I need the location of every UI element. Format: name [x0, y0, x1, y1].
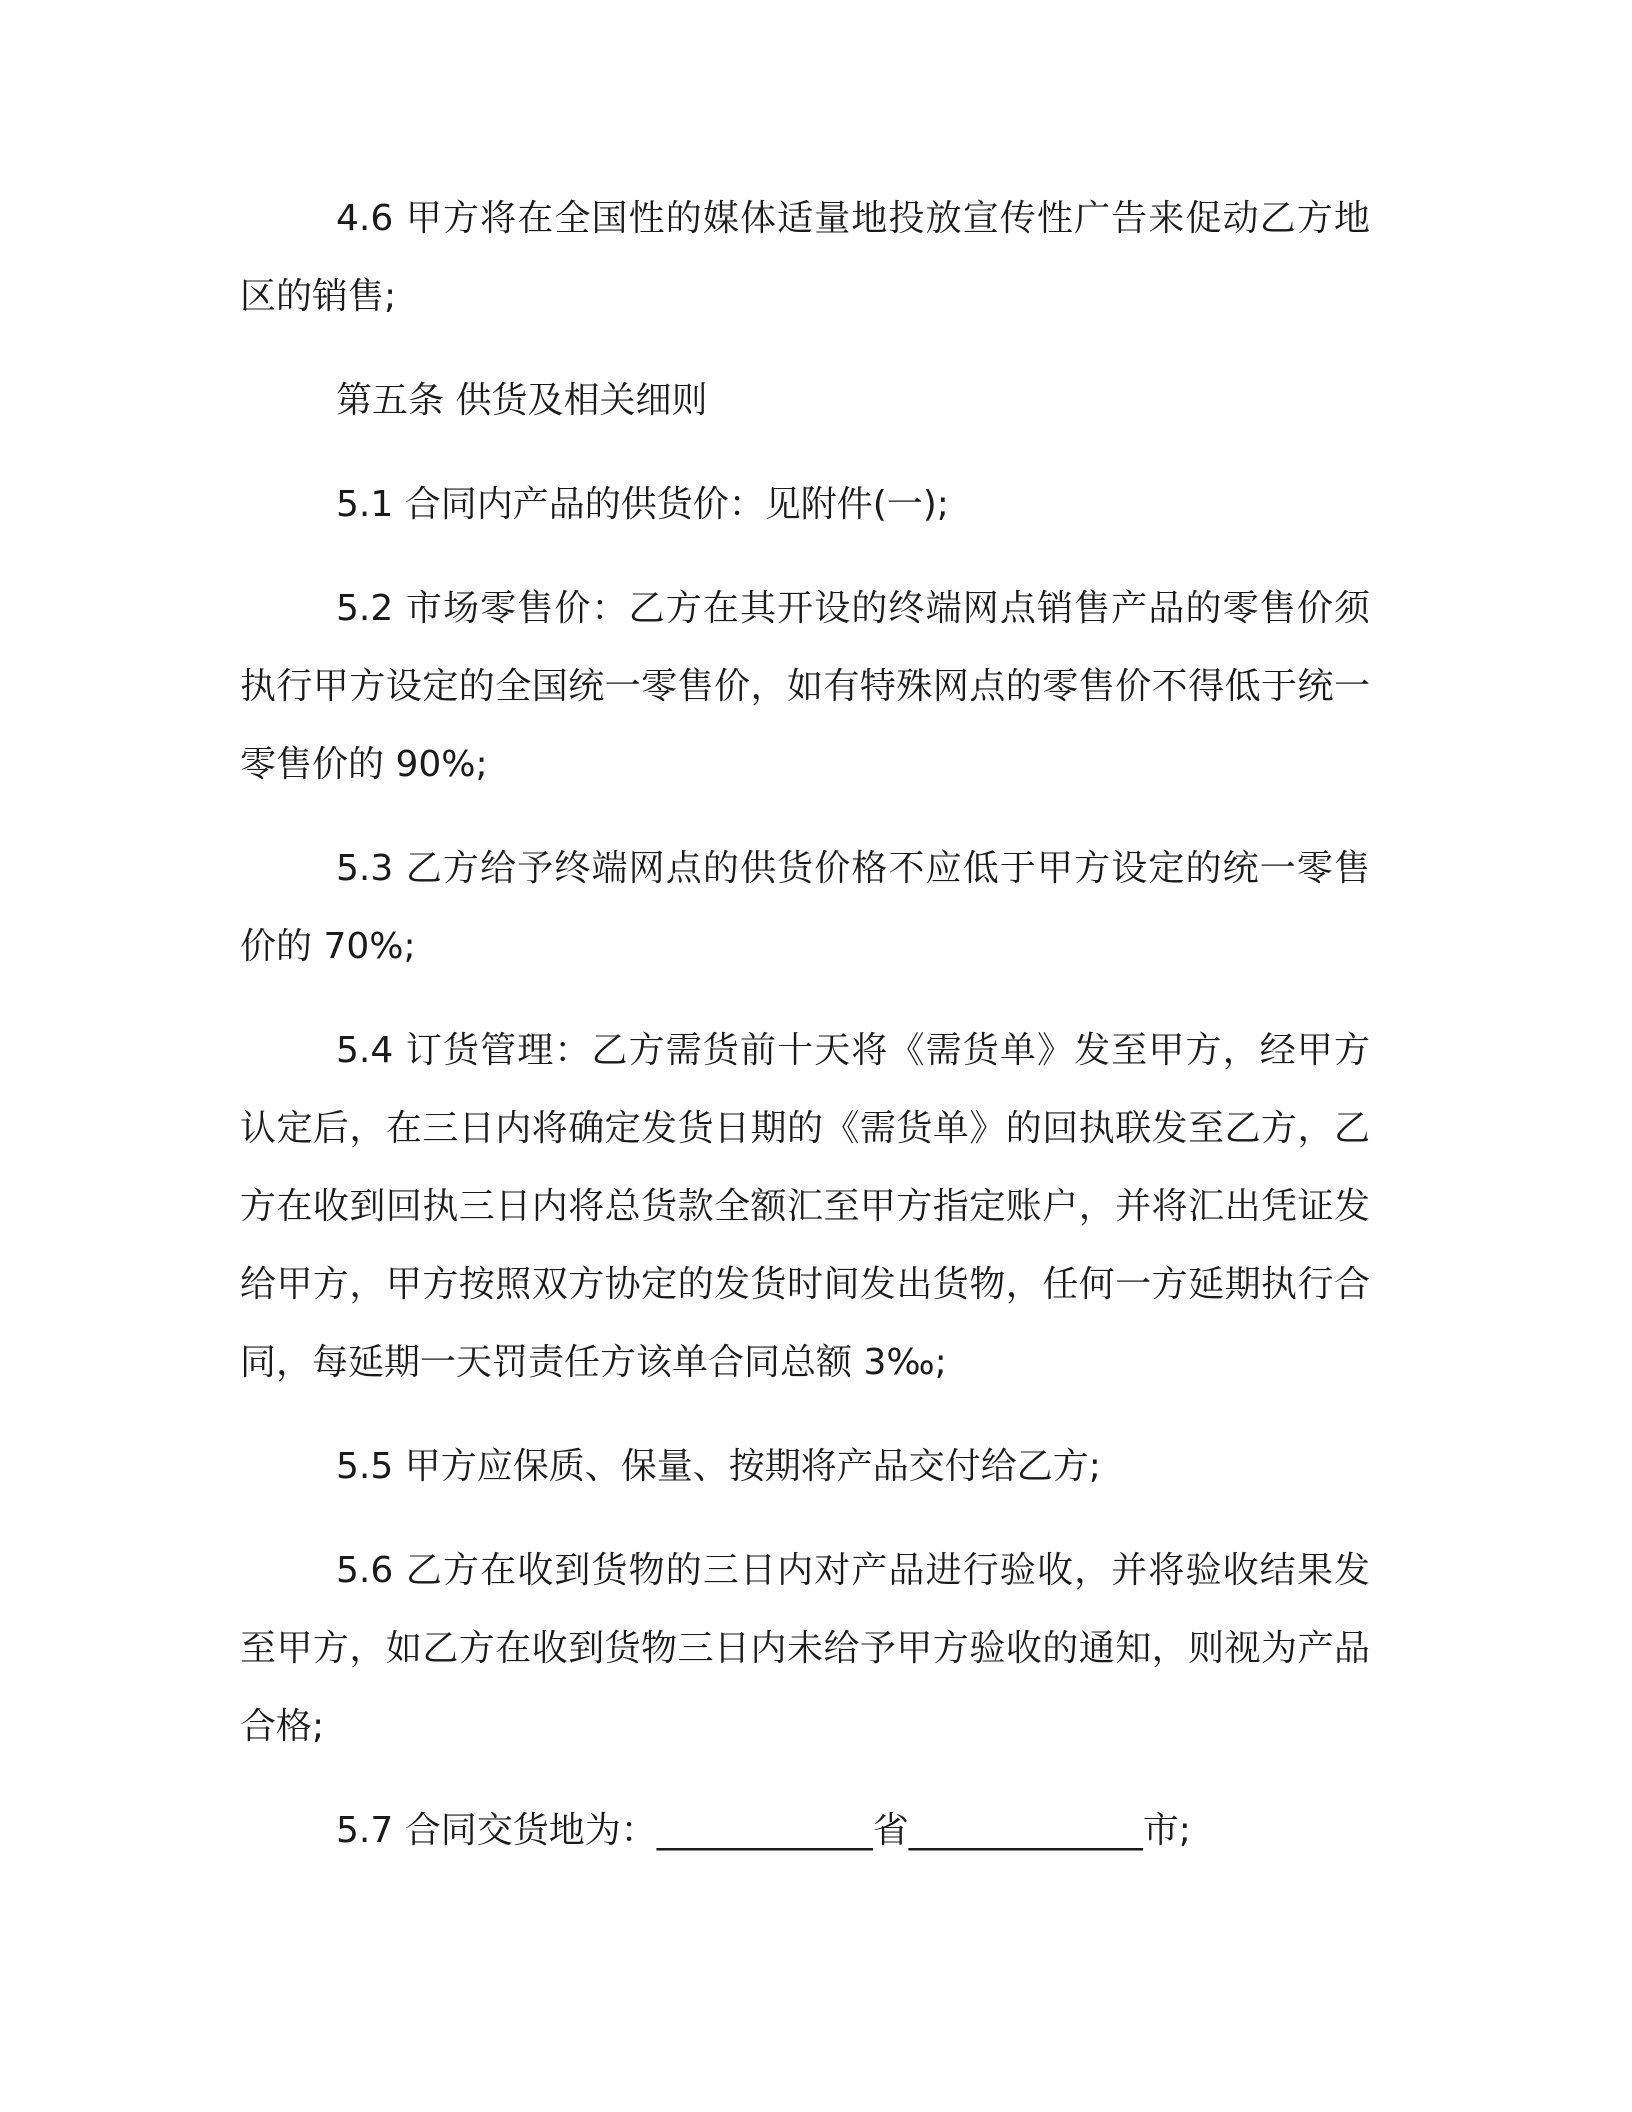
clause-5-5: 5.5 甲方应保质、保量、按期将产品交付给乙方; — [336, 1446, 1101, 1487]
document-body — [240, 180, 1370, 1870]
clause-5-3: 5.3 乙方给予终端网点的供货价格不应低于甲方设定的统一零售价的 70%; — [240, 848, 1370, 967]
clause-5-7: 5.7 合同交货地为：____________省_____________市; — [336, 1810, 1191, 1851]
clause-4-6: 4.6 甲方将在全国性的媒体适量地投放宣传性广告来促动乙方地区的销售; — [240, 198, 1370, 317]
clause-5-2: 5.2 市场零售价：乙方在其开设的终端网点销售产品的零售价须执行甲方设定的全国统一零售价，如有特殊网点的零售价不得低于统一零售价的 90%; — [240, 588, 1370, 785]
clause-5-6: 5.6 乙方在收到货物的三日内对产品进行验收，并将验收结果发至甲方，如乙方在收到货物三日内未给予甲方验收的通知，则视为产品合格; — [240, 1550, 1370, 1747]
clause-5-1: 5.1 合同内产品的供货价：见附件(一); — [336, 484, 949, 525]
article-5-heading: 第五条 供货及相关细则 — [336, 380, 708, 421]
clause-5-4: 5.4 订货管理：乙方需货前十天将《需货单》发至甲方，经甲方认定后，在三日内将确定发货日期的《需货单》的回执联发至乙方，乙方在收到回执三日内将总货款全额汇至甲方指定账户，并将汇出凭证发给甲方，甲方按照双方协定的发货时间发出货物，任何一方延期执行合同，每延期一天罚责任方该单合同总额 3‰; — [240, 1030, 1370, 1383]
